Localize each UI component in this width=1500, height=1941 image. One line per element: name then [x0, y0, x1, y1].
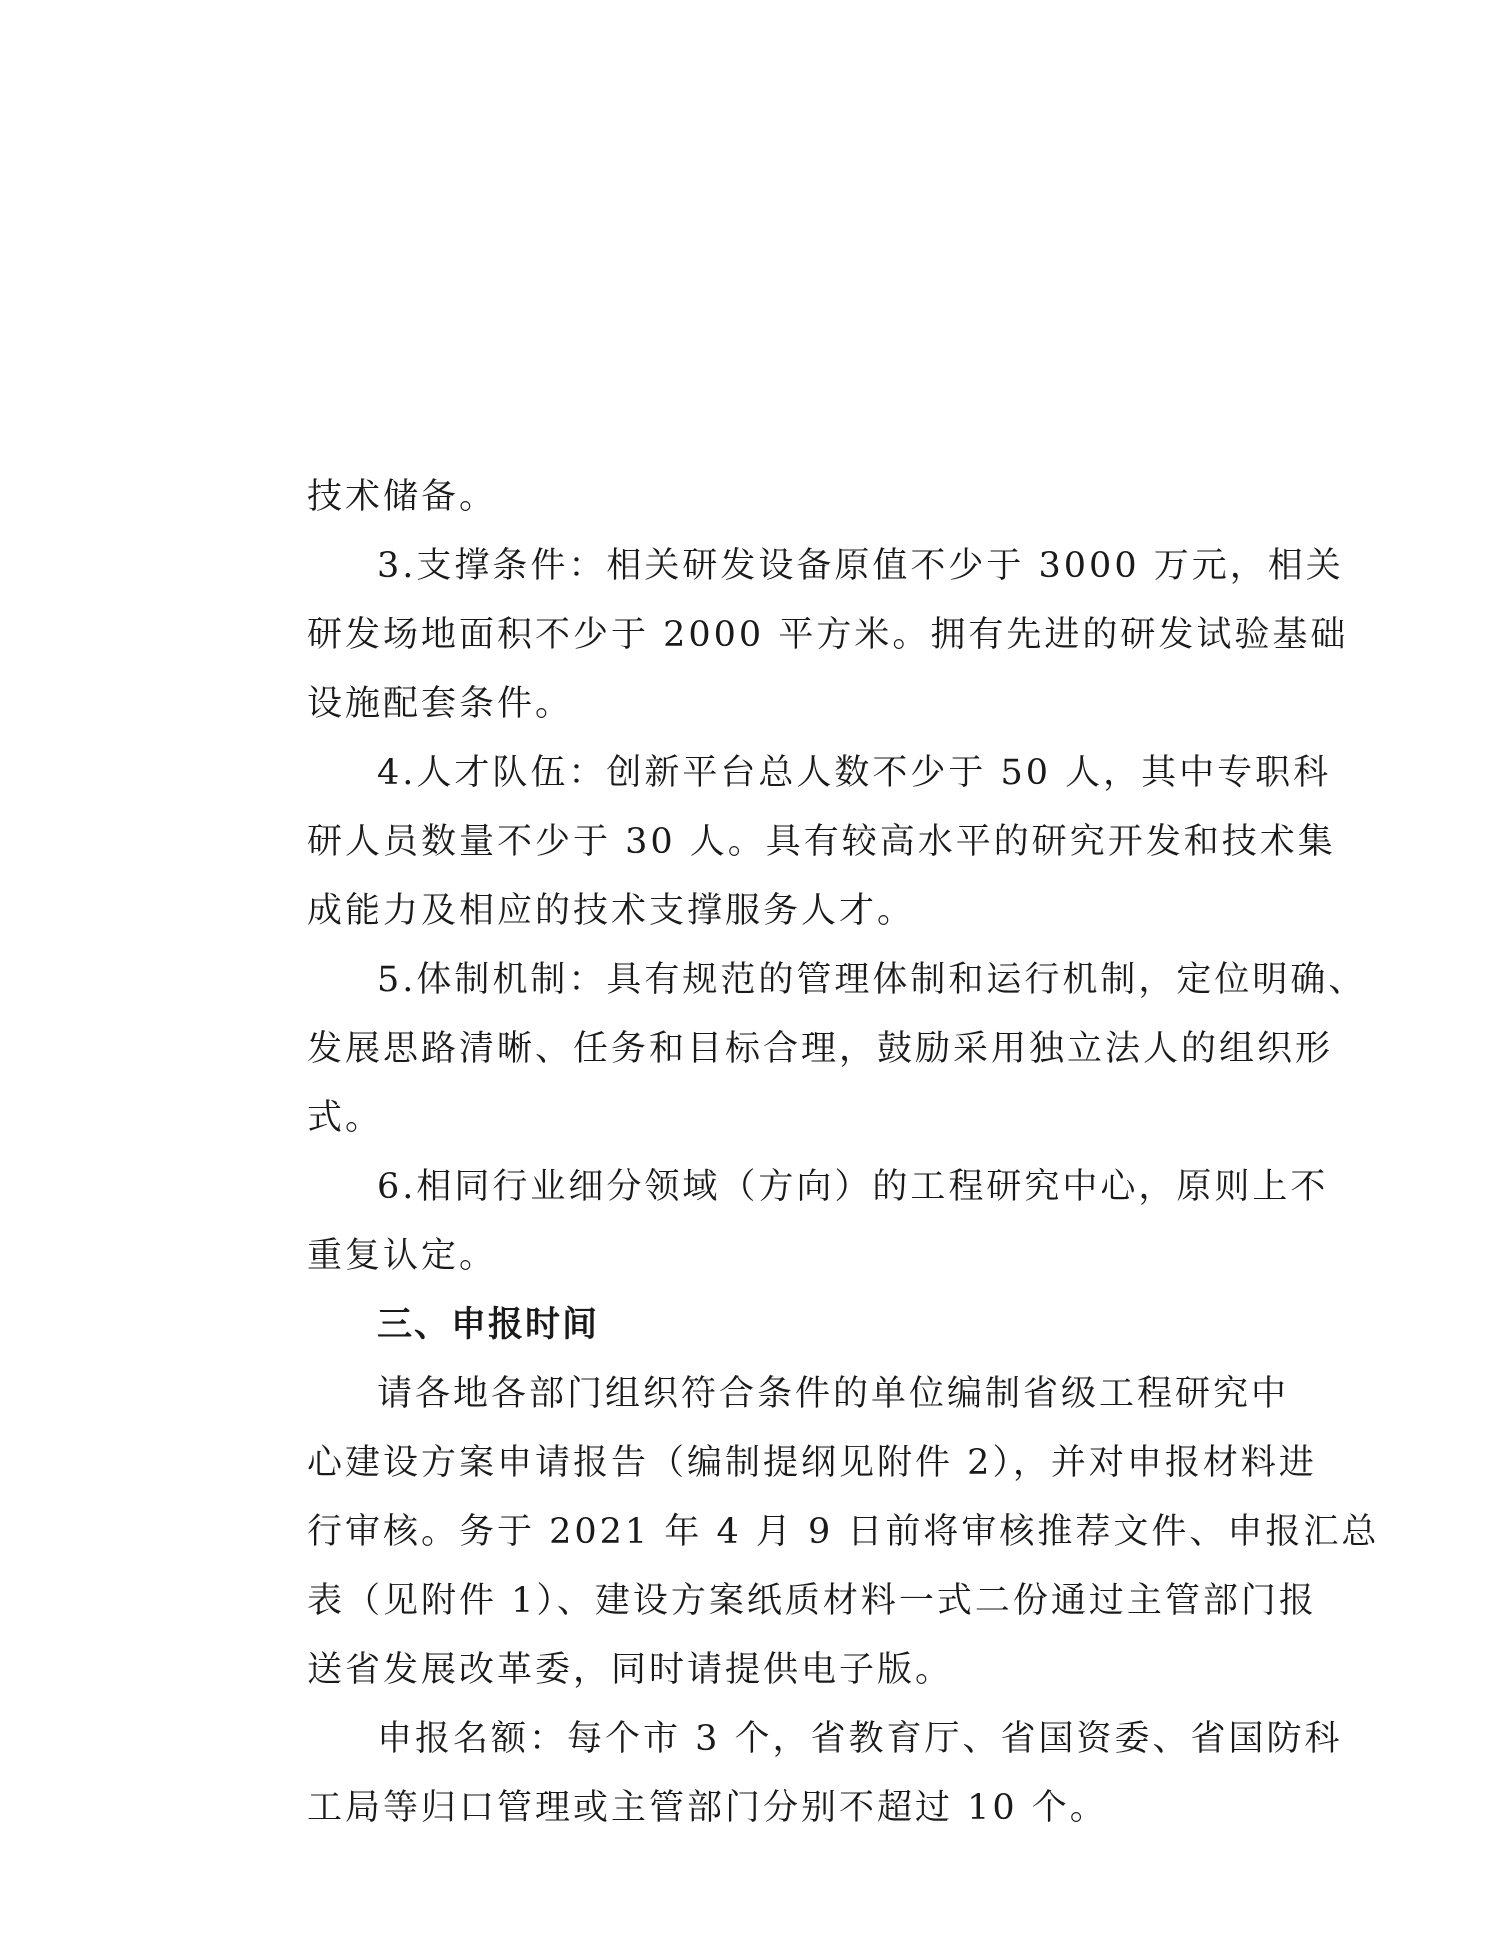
text-line-4: 设施配套条件。: [307, 684, 574, 724]
document-body: [307, 463, 1380, 1843]
text-line-1: 技术储备。: [307, 477, 498, 517]
text-line-15: 心建设方案申请报告（编制提纲见附件 2），并对申报材料进: [307, 1443, 1317, 1483]
text-line-8: 5.体制机制：具有规范的管理体制和运行机制，定位明确、: [377, 960, 1367, 1000]
text-line-10: 式。: [307, 1098, 384, 1138]
text-line-20: 工局等归口管理或主管部门分别不超过 10 个。: [307, 1788, 1108, 1828]
text-line-7: 成能力及相应的技术支撑服务人才。: [307, 891, 916, 931]
section-heading: 三、申报时间: [377, 1305, 600, 1345]
text-line-19: 申报名额：每个市 3 个，省教育厅、省国资委、省国防科: [377, 1719, 1343, 1759]
text-line-17: 表（见附件 1）、建设方案纸质材料一式二份通过主管部门报: [307, 1581, 1317, 1621]
text-line-16: 行审核。务于 2021 年 4 月 9 日前将审核推荐文件、申报汇总: [307, 1512, 1380, 1552]
text-line-14: 请各地各部门组织符合条件的单位编制省级工程研究中: [377, 1374, 1290, 1414]
text-line-11: 6.相同行业细分领域（方向）的工程研究中心，原则上不: [377, 1167, 1329, 1207]
text-line-6: 研人员数量不少于 30 人。具有较高水平的研究开发和技术集: [307, 822, 1336, 862]
text-line-12: 重复认定。: [307, 1236, 498, 1276]
text-line-3: 研发场地面积不少于 2000 平方米。拥有先进的研发试验基础: [307, 615, 1349, 655]
text-line-2: 3.支撑条件：相关研发设备原值不少于 3000 万元，相关: [377, 546, 1344, 586]
text-line-5: 4.人才队伍：创新平台总人数不少于 50 人，其中专职科: [377, 753, 1332, 793]
text-line-18: 送省发展改革委，同时请提供电子版。: [307, 1650, 954, 1690]
text-line-9: 发展思路清晰、任务和目标合理，鼓励采用独立法人的组织形: [307, 1029, 1334, 1069]
